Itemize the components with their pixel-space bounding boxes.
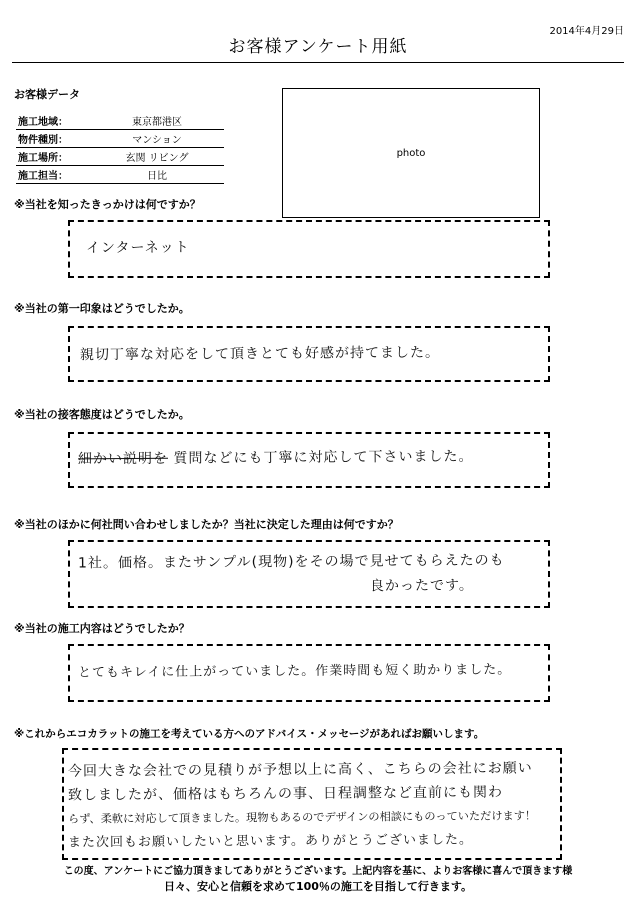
field-label: 施工地域： [16,112,90,130]
question-1: ※当社を知ったきっかけは何ですか？ [14,198,201,211]
footer-line-1: この度、アンケートにご協力頂きましてありがとうございます。上記内容を基に、よりお客様に喜んで頂きます様 [63,866,573,877]
answer-box-5 [68,644,550,702]
answer-box-3 [68,432,550,488]
answer-box-6 [62,748,562,860]
field-value: 東京都港区 [90,112,224,130]
answer-1-line-1: インターネット [85,239,190,257]
question-6: ※これからエコカラットの施工を考えている方へのアドバイス・メッセージがあればお願いします。 [14,728,485,740]
table-row [16,166,224,184]
answer-3-line-1: 質問などにも丁寧に対応して下さいました。 [173,448,474,467]
page-title: お客様アンケート用紙 [228,37,408,57]
answer-6-line-2: 致しましたが、価格はもちろんの事、日程調整など直前にも関わ [67,784,504,804]
customer-data-table [16,112,224,184]
table-row [16,112,224,130]
photo-placeholder [282,88,540,218]
field-value: マンション [90,130,224,148]
question-2: ※当社の第一印象はどうでしたか。 [14,302,190,315]
survey-date: 2014年4月29日 [549,26,624,37]
question-3: ※当社の接客態度はどうでしたか。 [14,408,190,421]
footer-line-2: 日々、安心と信頼を求めて100％の施工を目指して行きます。 [163,880,473,893]
answer-box-4 [68,540,550,608]
field-label: 物件種別： [16,130,90,148]
answer-box-1 [68,220,550,278]
title-underline [12,62,624,63]
answer-2-line-1: 親切丁寧な対応をして頂きとても好感が持てました。 [79,344,441,364]
table-row [16,148,224,166]
field-label: 施工担当： [16,166,90,184]
answer-3-struck-text: 細かい説明を [77,450,169,468]
answer-6-line-1: 今回大きな会社での見積りが予想以上に高く、こちらの会社にお願い [67,760,533,780]
table-row [16,130,224,148]
answer-box-2 [68,326,550,382]
answer-6-line-4: また次回もお願いしたいと思います。ありがとうございました。 [67,832,474,851]
photo-label: photo [396,147,426,159]
answer-4-line-1: 1社。価格。またサンプル(現物)をその場で見せてもらえたのも [77,552,505,572]
customer-data-heading: お客様データ [14,88,80,101]
answer-5-line-1: とてもキレイに仕上がっていました。作業時間も短く助かりました。 [77,662,512,681]
answer-3-text [78,445,474,472]
question-5: ※当社の施工内容はどうでしたか？ [14,622,190,635]
field-label: 施工場所： [16,148,90,166]
answer-6-line-3: らず、柔軟に対応して頂きました。現物もあるのでデザインの相談にものっていただけます！ [67,809,537,826]
field-value: 玄関 リビング [90,148,224,166]
answer-4-line-2: 良かったです。 [369,577,474,595]
question-4: ※当社のほかに何社問い合わせしましたか？当社に決定した理由は何ですか？ [14,518,399,531]
field-value: 日比 [90,166,224,184]
